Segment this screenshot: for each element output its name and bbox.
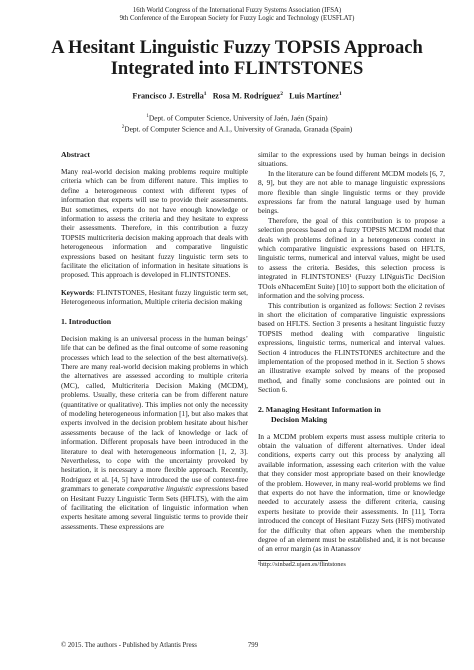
- paragraph: similar to the expressions used by human beings in decision situations.: [258, 150, 445, 169]
- keywords: [61, 288, 248, 307]
- paragraph: This contribution is organized as follows: Section 2 revises in short the elicitation of comparative linguistic expressions based on HFLTS. Section 3 presents a hesitant linguistic fuzzy TOPSIS method dealing with comparative linguistic expressions, linguistic terms, numerical and interval values. Section 4 introduces the FLINTSTONES architecture and the implementation of the proposed method in it. Section 5 shows an illustrative example solved by means of the proposed method, and finally some conclusions are pointed out in Section 6.: [258, 300, 445, 395]
- affil-text: Dept. of Computer Science and A.I., University of Granada, Granada (Spain): [124, 124, 353, 134]
- author-affil-mark: 1: [338, 91, 342, 97]
- intro-text: based on Hesitant Fuzzy Linguistic Term Sets (HFLTS), with the aim of facilitating the elicitation of linguistic information when experts hesitate among several linguistic terms to provide their assessments. These expressions are: [61, 484, 248, 531]
- left-column: [61, 150, 248, 531]
- section-2-heading: [258, 405, 445, 425]
- intro-emphasis: comparative linguistic expressions: [127, 484, 230, 494]
- keywords-text: : FLINTSTONES, Hesitant fuzzy linguistic term set, Heterogeneous information, Multiple criteria decision making: [61, 287, 248, 307]
- paper-title: [0, 38, 474, 80]
- conference-header: [0, 7, 474, 23]
- author-name: Francisco J. Estrella: [132, 91, 204, 101]
- affiliation: [0, 112, 474, 123]
- right-column: [258, 150, 445, 569]
- affiliation: [0, 123, 474, 134]
- affiliations: [0, 112, 474, 135]
- author-name: Luis Martínez: [289, 91, 339, 101]
- intro-paragraph: [61, 334, 248, 532]
- conference-line-1: 16th World Congress of the International Fuzzy Systems Association (IFSA): [132, 7, 342, 14]
- affil-mark: 1: [146, 114, 149, 119]
- author-affil-mark: 1: [203, 91, 207, 97]
- affil-text: Dept. of Computer Science, University of Jaén, Jaén (Spain): [148, 113, 328, 123]
- keywords-label: Keywords: [61, 287, 93, 297]
- conference-line-2: 9th Conference of the European Society for Fuzzy Logic and Technology (EUSFLAT): [119, 15, 355, 23]
- section-2-heading-line: 2. Managing Hesitant Information in: [258, 404, 381, 414]
- author-affil-mark: 2: [280, 91, 283, 97]
- section-2-heading-line: Decision Making: [271, 414, 328, 424]
- title-line-1: A Hesitant Linguistic Fuzzy TOPSIS Approach: [51, 38, 423, 58]
- author-list: [0, 91, 474, 101]
- page-number: 799: [247, 642, 259, 649]
- paragraph: In a MCDM problem experts must assess multiple criteria to obtain the valuation of different alternatives. Under ideal conditions, experts carry out this process by analyzing all available information, assessing each criterion with the value that they consider most appropriate based on their knowledge of the problem. However, in many real-world problems we find that experts do not have the information, time or knowledge needed to accurately assess the different criteria, causing experts hesitate to provide their assessments. In [11], Torra introduced the concept of Hesitant Fuzzy Sets (HFS) motivated for the difficulty that often appears when the membership degree of an element must be established and, it is not because of an error margin (as in Atanassov: [258, 431, 445, 554]
- abstract-text: Many real-world decision making problems require multiple criteria which can be from different nature. This implies to define a heterogeneous context with different types of information that experts will use to provide their assessments. But sometimes, experts do not have enough knowledge or information to assess the criteria and they hesitate to express their assessments. Therefore, in this contribution a fuzzy TOPSIS multicriteria decision making approach that deals with heterogeneous information and comparative linguistic expressions based on hesitant fuzzy linguistic term sets to facilitate the elicitation of information in hesitate situations is proposed. This approach is developed in FLINTSTONES.: [61, 167, 248, 280]
- paragraph: Therefore, the goal of this contribution is to propose a selection process based on a fuzzy TOPSIS MCDM model that deals with problems defined in a heterogeneous context in which comparative linguistic expressions based on HFLTS, linguistic terms, numerical and interval values, might be used to assess the criteria. Besides, this selection process is integrated in FLINTSTONES¹ (Fuzzy LINguisTic DeciSion TOols eNhacemEnt Suite) [10] to support both the elicitation of information and the solving process.: [258, 215, 445, 301]
- affil-mark: 2: [121, 125, 125, 131]
- intro-text: Decision making is an universal process in the human beings’ life that can be defined as the final outcome of some reasoning processes which lead to the selection of the best alternative(s). There are many real-world decision making problems in which the alternatives are assessed according to multiple criteria (MC), called, Multicriteria Decision Making (MCDM), problems. Usually, these criteria can be from different nature (quantitative or qualitative). This implies not only the necessity of modeling heterogeneous information [1], but also makes that experts involved in the decision problem hesitate about his/her assessments because of the lack of knowledge or lack of information. Different proposals have been introduced in the literature to deal with heterogeneous information [1, 2, 3]. Nevertheless, to cope with the uncertainty provoked by hesitation, it is necessary a more flexible approach. Recently, Rodríguez et al. [4, 5] have introduced the use of context-free grammars to generate: [61, 333, 248, 494]
- footnote-link[interactable]: ¹http://sinbad2.ujaen.es/flintstones: [258, 560, 346, 568]
- paragraph: In the literature can be found different MCDM models [6, 7, 8, 9], but they are not able to manage linguistic expressions more flexible than single linguistic terms or they provide expressions far from the natural language used by human beings.: [258, 168, 445, 216]
- copyright-text: © 2015. The authors - Published by Atlantis Press: [61, 642, 197, 649]
- title-line-2: Integrated into FLINTSTONES: [110, 59, 364, 79]
- intro-heading: 1. Introduction: [61, 316, 112, 326]
- abstract-heading: Abstract: [61, 150, 91, 159]
- author-name: Rosa M. Rodríguez: [212, 91, 281, 101]
